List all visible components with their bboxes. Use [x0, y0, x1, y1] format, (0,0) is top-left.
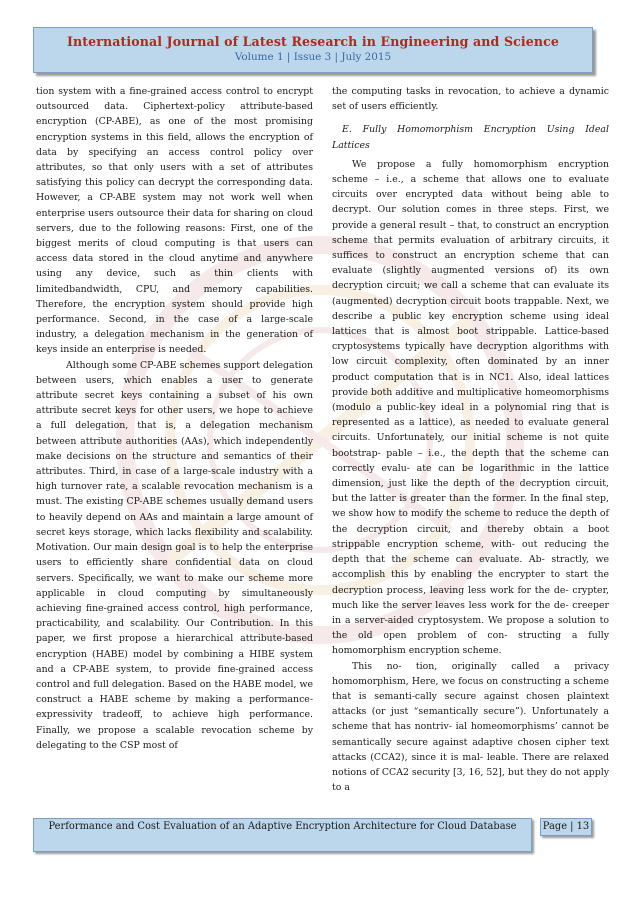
body-paragraph: tion system with a fine-grained access control to encrypt outsourced data. Ciphertext-policy attribute-based encryption (CP-ABE), as one of the most promising encryption systems in this field, allows the encryption of data by specifying an access control policy over attributes, so that only users with a set of attributes satisfying this policy can decrypt the corresponding data. However, a CP-ABE system may not work well when enterprise users outsource their data for sharing on cloud servers, due to the following reasons: First, one of the biggest merits of cloud computing is that users can access data stored in the cloud anytime and anywhere using any device, such as thin clients with limitedbandwidth, CPU, and memory capabilities. Therefore, the encryption system should provide high performance. Second, in the case of a large-scale industry, a delegation mechanism in the generation of keys inside an enterprise is needed. [36, 86, 313, 356]
journal-issue-line: Volume 1 | Issue 3 | July 2015 [234, 51, 392, 63]
body-paragraph: We propose a fully homomorphism encryption scheme – i.e., a scheme that allows one to evaluate circuits over encrypted data without being able to decrypt. Our solution comes in three steps. First, we provide a general result – that, to construct an encryption scheme that permits evaluation of arbitrary circuits, it suffices to construct an encryption scheme that can evaluate (slightly augmented versions of) its own decryption circuit; we call a scheme that can evaluate its (augmented) decryption circuit boots trappable. Next, we describe a public key encryption scheme using ideal lattices that is almost boot strippable. Lattice-based cryptosystems typically have decryption algorithms with low circuit complexity, often dominated by an inner product computation that is in NC1. Also, ideal lattices provide both additive and multiplicative homeomorphisms (modulo a public-key ideal in a polynomial ring that is represented as a lattice), as needed to evaluate general circuits. Unfortunately, our initial scheme is not quite bootstrap- pable – i.e., the depth that the scheme can correctly evalu- ate can be logarithmic in the lattice dimension, just like the depth of the decryption circuit, but the latter is greater than the former. In the final step, we show how to modify the scheme to reduce the depth of the decryption circuit, and thereby obtain a boot strippable encryption scheme, with- out reducing the depth that the scheme can evaluate. Ab- stractly, we accomplish this by enabling the encrypter to start the decryption process, leaving less work for the de- crypter, much like the server leaves less work for the de- creeper in a server-aided cryptosystem. We propose a solution to the old open problem of con- structing a fully homomorphism encryption scheme. [332, 158, 609, 657]
journal-header-banner [33, 27, 593, 73]
body-paragraph: Although some CP-ABE schemes support delegation between users, which enables a user to generate attribute secret keys containing a subset of his own attribute secret keys for other users, we hope to achieve a full delegation, that is, a delegation mechanism between attribute authorities (AAs), which independently make decisions on the structure and semantics of their attributes. Third, in case of a large-scale industry with a high turnover rate, a scalable revocation mechanism is a must. The existing CP-ABE schemes usually demand users to heavily depend on AAs and maintain a large amount of secret keys storage, which lacks flexibility and scalability. Motivation. Our main design goal is to help the enterprise users to efficiently share confidential data on cloud servers. Specifically, we want to make our scheme more applicable in cloud computing by simultaneously achieving fine-grained access control, high performance, practicability, and scalability. Our Contribution. In this paper, we first propose a hierarchical attribute-based encryption (HABE) model by combining a HIBE system and a CP-ABE system, to provide fine-grained access control and full delegation. Based on the HABE model, we construct a HABE scheme by making a performance-expressivity tradeoff, to achieve high performance. Finally, we propose a scalable revocation scheme by delegating to the CSP most of [36, 359, 313, 751]
body-paragraph: This no- tion, originally called a privacy homomorphism, Here, we focus on constructing a scheme that is semanti-cally secure against chosen plaintext attacks (or just “semantically secure”). Unfortunately a scheme that has nontriv- ial homeomorphisms’ cannot be semantically secure against adaptive chosen cipher text attacks (CCA2), since it is mal- leable. There are relaxed notions of CCA2 security [3, 16, 52], but they do not apply to a [332, 660, 609, 794]
subsection-heading: E. Fully Homomorphism Encryption Using Ideal Lattices [332, 124, 609, 151]
right-text-column [332, 84, 609, 795]
body-paragraph: the computing tasks in revocation, to achieve a dynamic set of users efficiently. [332, 86, 609, 113]
journal-title: International Journal of Latest Research in Engineering and Science [66, 34, 560, 49]
left-text-column [36, 84, 313, 753]
footer-page-number: Page | 13 [540, 818, 592, 836]
footer-article-title: Performance and Cost Evaluation of an Adaptive Encryption Architecture for Cloud Database [33, 818, 532, 852]
